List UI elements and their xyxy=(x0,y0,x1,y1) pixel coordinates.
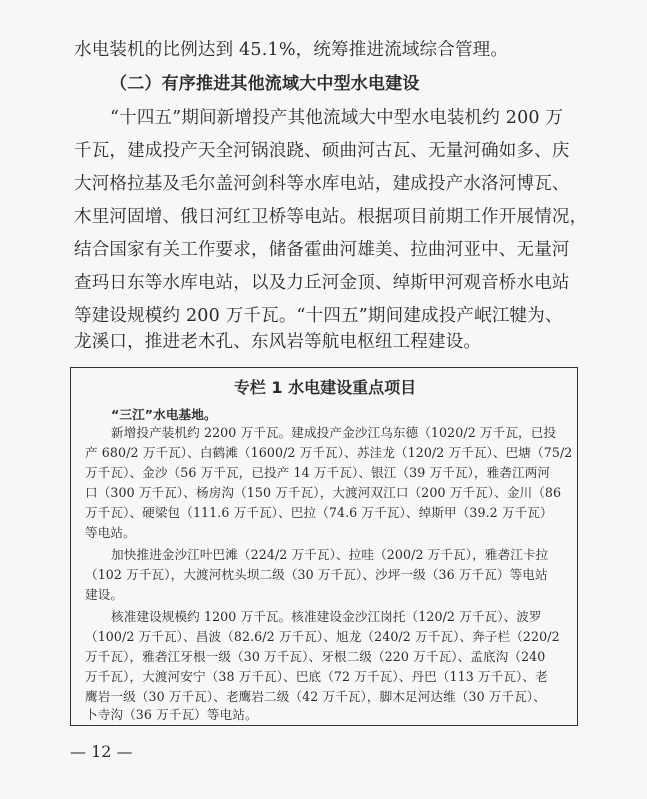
box-line: 万千瓦），雅砻江牙根一级（30 万千瓦）、牙根二级（220 万千瓦）、孟底沟（240 xyxy=(85,649,546,664)
box-line: 万千瓦）、硬梁包（111.6 万千瓦）、巴拉（74.6 万千瓦）、绰斯甲（39.2 万千瓦） xyxy=(85,505,553,520)
paragraph-line: 千瓦，建成投产天全河锅浪跷、硕曲河古瓦、无量河确如多、庆 xyxy=(74,141,570,161)
page-number: — 12 — xyxy=(70,742,133,761)
box-line: （100/2 万千瓦）、昌波（82.6/2 万千瓦）、旭龙（240/2 万千瓦）、奔子栏（220/2 xyxy=(85,629,560,644)
box-line: 万千瓦）、金沙（56 万千瓦，已投产 14 万千瓦）、银江（39 万千瓦），雅砻江两河 xyxy=(85,465,551,480)
box-line: 产 680/2 万千瓦）、白鹤滩（1600/2 万千瓦）、苏洼龙（120/2 万千瓦）、巴塘（75/2 xyxy=(85,445,573,460)
box-line: （102 万千瓦），大渡河枕头坝二级（30 万千瓦）、沙坪一级（36 万千瓦）等电站 xyxy=(85,567,548,582)
body-line-intro: 水电装机的比例达到 45.1%，统筹推进流域综合管理。 xyxy=(74,40,509,60)
paragraph-line: 查玛日东等水库电站，以及力丘河金顶、绰斯甲河观音桥水电站 xyxy=(74,273,570,293)
box-line: 建设。 xyxy=(85,587,124,602)
feature-box xyxy=(70,367,578,726)
feature-box-title: 专栏 1 水电建设重点项目 xyxy=(233,378,417,397)
paragraph-line: 木里河固增、俄日河红卫桥等电站。根据项目前期工作开展情况， xyxy=(74,207,588,227)
box-line: 口（300 万千瓦）、杨房沟（150 万千瓦），大渡河双江口（200 万千瓦）、金川（86 xyxy=(85,485,562,500)
section-heading: （二）有序推进其他流域大中型水电建设 xyxy=(110,74,420,94)
box-line: 加快推进金沙江叶巴滩（224/2 万千瓦）、拉哇（200/2 万千瓦），雅砻江卡拉 xyxy=(111,547,549,562)
paragraph-line: 大河格拉基及毛尔盖河剑科等水库电站，建成投产水洛河博瓦、 xyxy=(74,174,570,194)
box-line: 新增投产装机约 2200 万千瓦。建成投产金沙江乌东德（1020/2 万千瓦，已投 xyxy=(111,425,557,440)
feature-box-subtitle: “三江”水电基地。 xyxy=(111,407,217,422)
box-line: 万千瓦），大渡河安宁（38 万千瓦）、巴底（72 万千瓦）、丹巴（113 万千瓦）、老 xyxy=(85,669,548,684)
paragraph-line: 结合国家有关工作要求，储备霍曲河雄美、拉曲河亚中、无量河 xyxy=(74,240,570,260)
box-line: 鹰岩一级（30 万千瓦）、老鹰岩二级（42 万千瓦），脚木足河达维（30 万千瓦）、 xyxy=(85,689,546,704)
paragraph-line: 龙溪口，推进老木孔、东风岩等航电枢纽工程建设。 xyxy=(74,332,482,352)
paragraph-line: “十四五”期间新增投产其他流域大中型水电装机约 200 万 xyxy=(110,108,564,128)
box-line: 等电站。 xyxy=(85,525,136,540)
box-line: 卜寺沟（36 万千瓦）等电站。 xyxy=(85,707,258,722)
box-line: 核准建设规模约 1200 万千瓦。核准建设金沙江岗托（120/2 万千瓦）、波罗 xyxy=(111,609,542,624)
paragraph-line: 等建设规模约 200 万千瓦。“十四五”期间建成投产岷江犍为、 xyxy=(74,306,563,326)
